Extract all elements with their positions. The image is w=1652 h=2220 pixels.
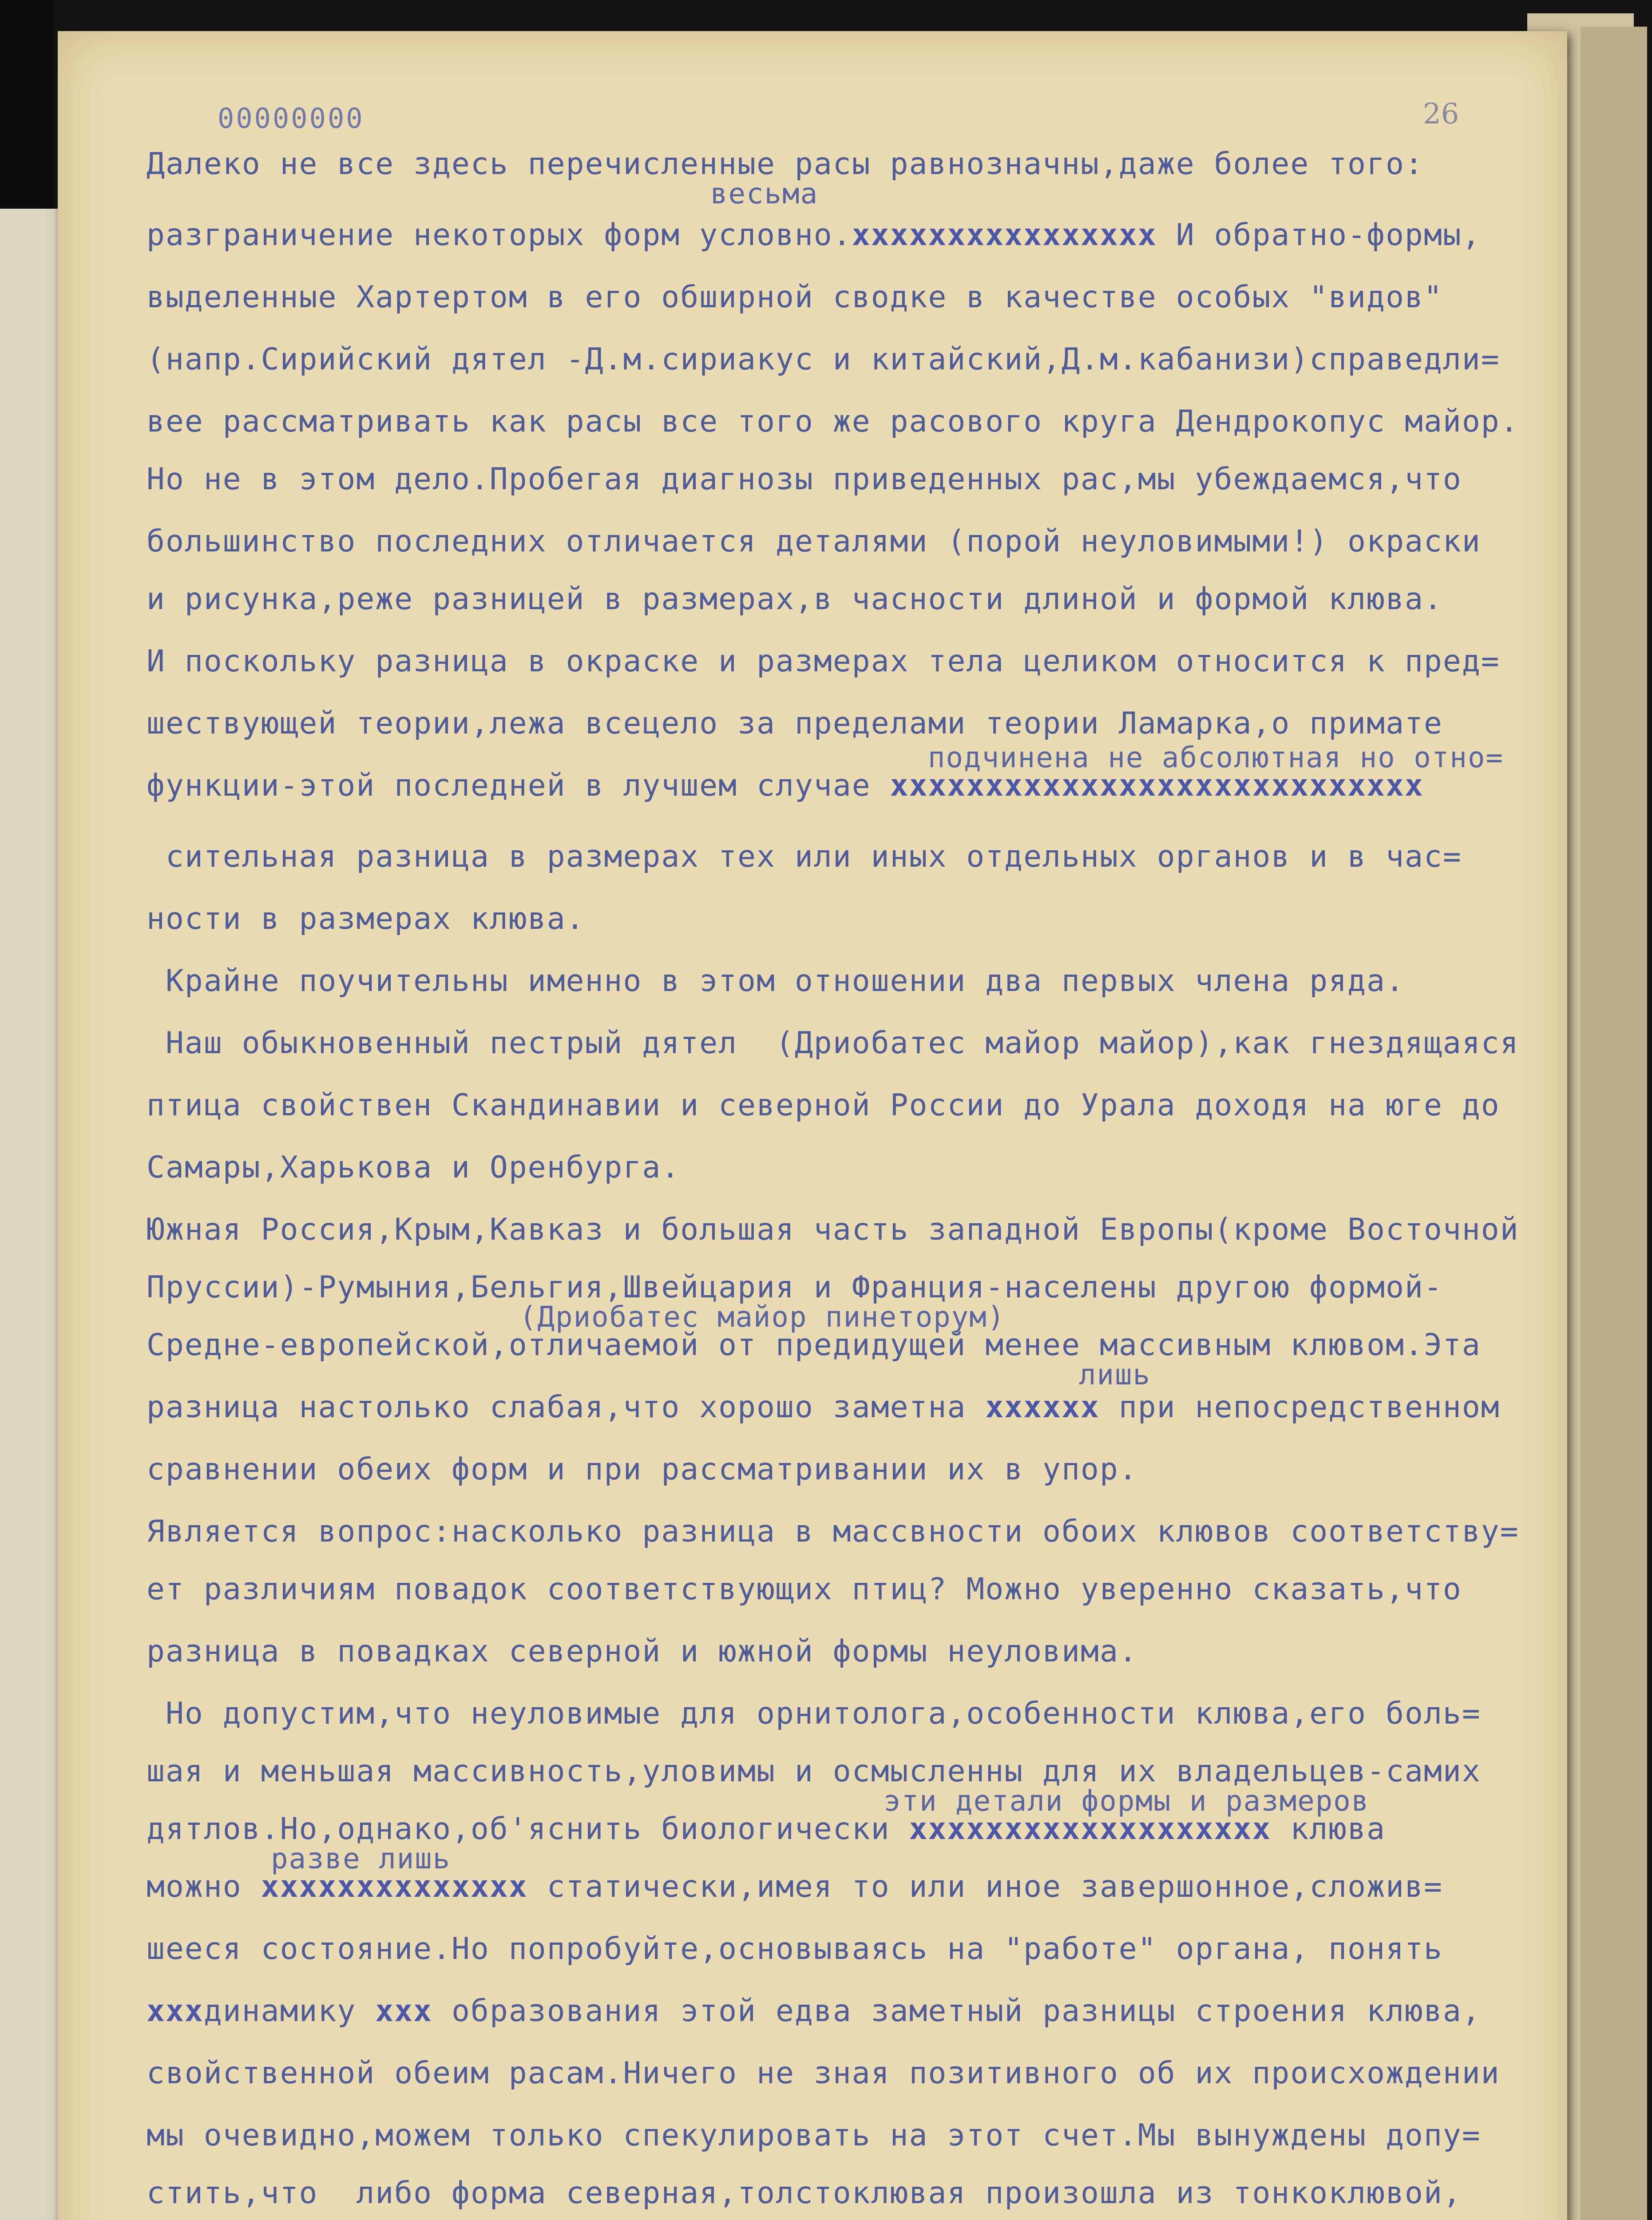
text-line (147, 1572, 1462, 1607)
line-text: Далеко не все здесь перечисленные расы равнозначны,даже более того: (147, 147, 1424, 182)
text-line (147, 462, 1462, 497)
page-number: 26 (1423, 98, 1459, 131)
text-line (147, 1514, 1519, 1549)
typed-strikeout: хххххххххххххххххххххххххххх (890, 768, 1424, 803)
text-line (147, 2118, 1481, 2153)
line-text: Является вопрос:насколько разница в массвности обоих клювов соответству= (147, 1514, 1519, 1549)
line-text: шееся состояние.Но попробуйте,основываясь на "работе" органа, понять (147, 1931, 1443, 1966)
text-line (147, 524, 1481, 559)
text-line (147, 582, 1443, 617)
line-text: эти детали формы и размеров (883, 1785, 1370, 1818)
text-line (147, 1452, 1138, 1487)
text-line (147, 1754, 1481, 1789)
line-text: разница настолько слабая,что хорошо заметна (147, 1390, 986, 1425)
line-text-continued: клюва (1271, 1812, 1386, 1847)
typed-strikeout: хххххххххххххххх (852, 218, 1157, 253)
line-text: выделенные Хартертом в его обширной сводке в качестве особых "видов" (147, 280, 1443, 315)
line-text: сравнении обеих форм и при рассматривании их в упор. (147, 1452, 1138, 1487)
line-text: дятлов.Но,однако,об'яснить биологически (147, 1812, 909, 1847)
line-text: Пруссии)-Румыния,Бельгия,Швейцария и Франция-населены другою формой- (147, 1270, 1443, 1305)
text-line (147, 218, 1481, 253)
typed-strikeout: ххххххххххххххххххх (909, 1812, 1272, 1847)
typewritten-page (58, 31, 1567, 2220)
text-line (147, 839, 1462, 874)
text-line (147, 768, 1424, 803)
line-text: разница в повадках северной и южной формы неуловима. (147, 1634, 1138, 1669)
typed-strikeout: хххххххххххххх (261, 1869, 528, 1904)
text-line (147, 1994, 1481, 2029)
interlinear-insertion (710, 178, 818, 210)
text-line (147, 1026, 1519, 1061)
line-text: вее рассматривать как расы все того же расового круга Дендрокопус майор. (147, 404, 1519, 439)
line-text-continued: статически,имея то или иное завершонное,сложив= (527, 1869, 1443, 1904)
line-text: шая и меньшая массивность,уловимы и осмысленны для их владельцев-самих (147, 1754, 1481, 1789)
line-text: Но допустим,что неуловимые для орнитолога,особенности клюва,его боль= (147, 1696, 1481, 1731)
text-line (147, 404, 1519, 439)
line-text-continued: динамику (203, 1994, 376, 2029)
line-text: сительная разница в размерах тех или иных отдельных органов и в час= (147, 839, 1462, 874)
text-line (147, 901, 585, 936)
interlinear-insertion (1079, 1359, 1151, 1391)
line-text: (Дриобатес майор пинеторум) (519, 1301, 1006, 1334)
line-text: лишь (1079, 1359, 1151, 1391)
line-text: разграничение некоторых форм условно. (147, 218, 852, 253)
line-text-continued: И обратно-формы, (1157, 218, 1481, 253)
line-text: Южная Россия,Крым,Кавказ и большая часть западной Европы(кроме Восточной (147, 1212, 1519, 1247)
line-text: Но не в этом дело.Пробегая диагнозы приведенных рас,мы убеждаемся,что (147, 462, 1462, 497)
typed-strikeout: ххх (147, 1994, 204, 2029)
line-text: Средне-европейской,отличаемой от предидущей менее массивным клювом.Эта (147, 1328, 1481, 1363)
line-text: стить,что либо форма северная,толстоклювая произошла из тонкоклювой, (147, 2176, 1462, 2211)
left-dark-background (0, 0, 53, 209)
line-text: функции-этой последней в лучшем случае (147, 768, 890, 803)
text-line (147, 1150, 680, 1185)
line-text: мы очевидно,можем только спекулировать на этот счет.Мы вынуждены допу= (147, 2118, 1481, 2153)
text-line (147, 1390, 1500, 1425)
line-text: весьма (710, 178, 819, 210)
text-line (147, 1212, 1519, 1247)
text-line (147, 963, 1405, 999)
line-text: (напр.Сирийский дятел -Д.м.сириакус и китайский,Д.м.кабанизи)справедли= (147, 342, 1500, 377)
line-text: Самары,Харькова и Оренбурга. (147, 1150, 681, 1185)
line-text: разве лишь (271, 1843, 451, 1875)
header-mark: 00000000 (218, 102, 364, 135)
line-text: шествующей теории,лежа всецело за пределами теории Ламарка,о примате (147, 706, 1443, 741)
text-line (147, 706, 1443, 741)
line-text: И поскольку разница в окраске и размерах тела целиком относится к пред= (147, 644, 1500, 679)
text-line (147, 2056, 1500, 2091)
line-text: и рисунка,реже разницей в размерах,в часности длиной и формой клюва. (147, 582, 1443, 617)
line-text: Крайне поучительны именно в этом отношении два первых члена ряда. (147, 963, 1405, 999)
text-line (147, 1088, 1500, 1123)
line-text: подчинена не абсолютная но отно= (928, 741, 1504, 774)
text-line (147, 2176, 1462, 2211)
line-text: можно (147, 1869, 261, 1904)
text-line (147, 280, 1443, 315)
underlying-sheet-edge (1581, 27, 1647, 2220)
line-text: птица свойствен Скандинавии и северной России до Урала доходя на юге до (147, 1088, 1500, 1123)
text-line (147, 1634, 1138, 1669)
typed-strikeout: хххххх (985, 1390, 1100, 1425)
text-line (147, 147, 1424, 182)
line-text-continued: при непосредственном (1099, 1390, 1500, 1425)
text-line (147, 1931, 1443, 1966)
line-text-continued: образования этой едва заметный разницы строения клюва, (432, 1994, 1481, 2029)
text-line (147, 1696, 1481, 1731)
typed-strikeout: ххх (375, 1994, 433, 2029)
line-text: Наш обыкновенный пестрый дятел (Дриобатес майор майор),как гнездящаяся (147, 1026, 1519, 1061)
line-text: ности в размерах клюва. (147, 901, 585, 936)
text-line (147, 1270, 1443, 1305)
line-text: свойственной обеим расам.Ничего не зная позитивного об их происхождении (147, 2056, 1500, 2091)
left-page-edge (0, 209, 62, 2220)
text-line (147, 1812, 1386, 1847)
line-text: большинство последних отличается деталями (порой неуловимыми!) окраски (147, 524, 1481, 559)
text-line (147, 1869, 1443, 1904)
text-line (147, 644, 1500, 679)
text-line (147, 342, 1500, 377)
line-text: ет различиям повадок соответствующих птиц? Можно уверенно сказать,что (147, 1572, 1462, 1607)
text-line (147, 1328, 1481, 1363)
